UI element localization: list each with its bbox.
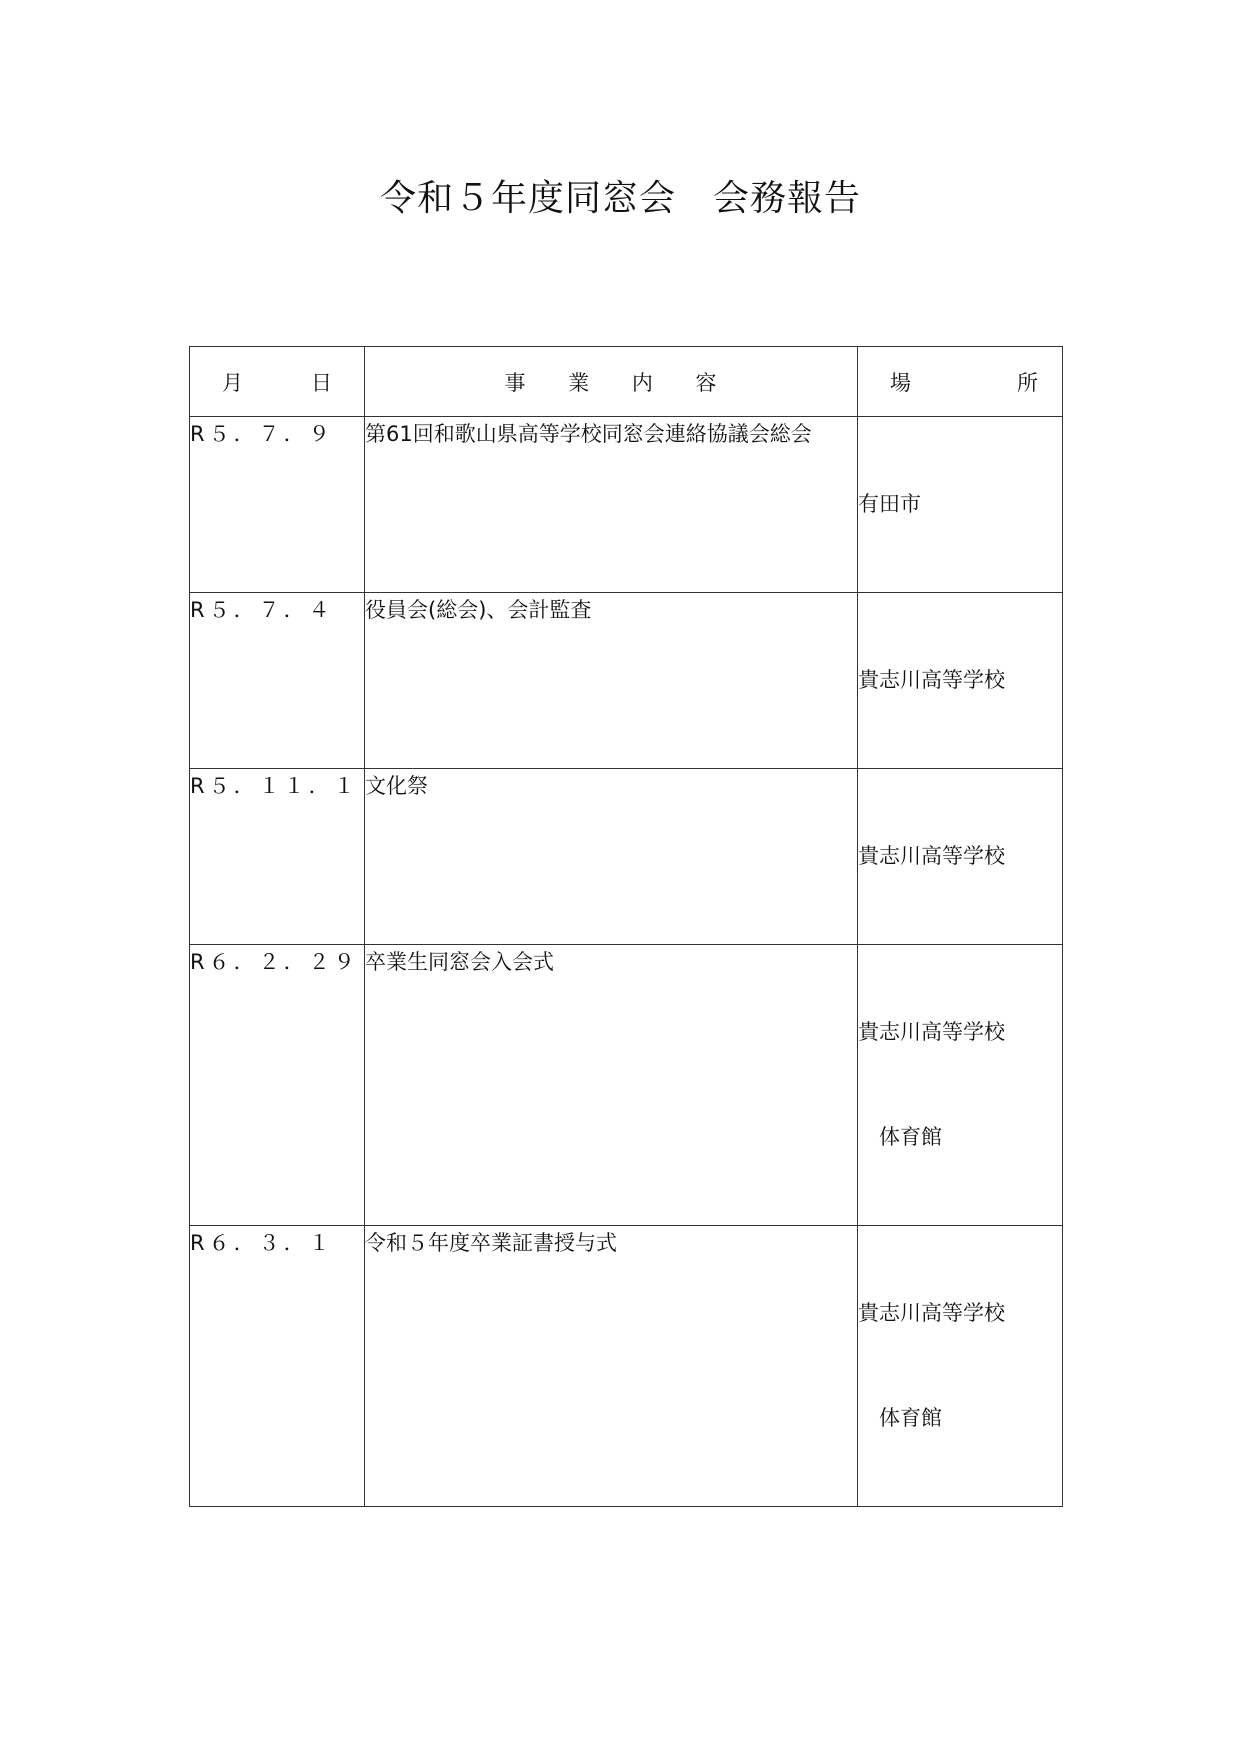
- row-place-line-2: 体育館: [858, 1406, 942, 1430]
- row-date: R５．７．９: [190, 417, 365, 593]
- row-place-line: 貴志川高等学校: [858, 668, 1005, 692]
- row-content: 令和５年度卒業証書授与式: [365, 1226, 858, 1507]
- header-date-day: 日: [311, 370, 332, 395]
- header-date: [190, 347, 365, 417]
- table-row: [190, 417, 1063, 593]
- table-row: [190, 769, 1063, 945]
- row-date: R５．７．４: [190, 593, 365, 769]
- row-place-line: 貴志川高等学校: [858, 1301, 1005, 1325]
- header-place-ba: 場: [890, 370, 911, 395]
- header-date-month: 月: [222, 370, 243, 395]
- row-content: 役員会(総会)、会計監査: [365, 593, 858, 769]
- header-content: [365, 347, 858, 417]
- row-date: R６．２．２９: [190, 945, 365, 1226]
- activity-report-table: [189, 346, 1063, 1507]
- row-place: [858, 417, 1063, 593]
- row-place: [858, 1226, 1063, 1507]
- header-place: [858, 347, 1063, 417]
- row-place: [858, 769, 1063, 945]
- row-place: [858, 593, 1063, 769]
- page-title: 令和５年度同窓会 会務報告: [379, 178, 861, 219]
- row-content: 卒業生同窓会入会式: [365, 945, 858, 1226]
- row-place-line: 有田市: [858, 492, 921, 516]
- row-content: 文化祭: [365, 769, 858, 945]
- table-row: [190, 1226, 1063, 1507]
- row-place: [858, 945, 1063, 1226]
- table-header-row: [190, 347, 1063, 417]
- table-row: [190, 593, 1063, 769]
- header-content-label: 事 業 内 容: [504, 370, 718, 395]
- row-place-line-2: 体育館: [858, 1125, 942, 1149]
- row-content: 第61回和歌山県高等学校同窓会連絡協議会総会: [365, 417, 858, 593]
- row-place-line: 貴志川高等学校: [858, 844, 1005, 868]
- row-place-line: 貴志川高等学校: [858, 1020, 1005, 1044]
- table-row: [190, 945, 1063, 1226]
- row-date: R６．３．１: [190, 1226, 365, 1507]
- row-date: R５．１１．１: [190, 769, 365, 945]
- header-place-sho: 所: [1017, 370, 1038, 395]
